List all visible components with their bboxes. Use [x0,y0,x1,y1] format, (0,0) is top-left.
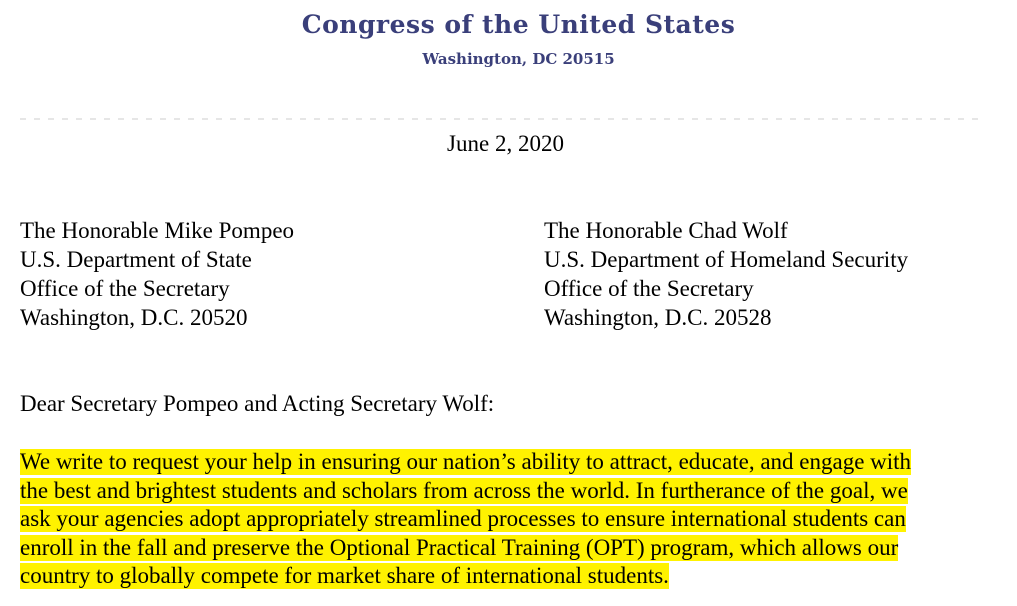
letterhead-divider [20,118,980,120]
body-line [20,562,1005,591]
recipient-city: Washington, D.C. 20528 [544,305,772,330]
body-line [20,505,1005,534]
letter-date: June 2, 2020 [447,131,564,156]
recipient-address-wolf [544,216,908,332]
recipient-address-pompeo [20,216,294,332]
recipient-office: Office of the Secretary [544,276,754,301]
salutation: Dear Secretary Pompeo and Acting Secretary Wolf: [20,391,495,416]
highlighted-text: the best and brightest students and scholars from across the world. In furtherance of the goal, we [20,477,908,503]
recipient-office: Office of the Secretary [20,276,230,301]
highlighted-text: ask your agencies adopt appropriately streamlined processes to ensure international students can [20,506,906,531]
body-line [20,534,1005,563]
highlighted-text: enroll in the fall and preserve the Optional Practical Training (OPT) program, which allows our [20,534,899,560]
recipient-city: Washington, D.C. 20520 [20,305,248,330]
letterhead-title: Congress of the United States [301,10,736,39]
recipient-department: U.S. Department of Homeland Security [544,247,909,272]
letterhead-subtitle: Washington, DC 20515 [422,50,615,68]
body-paragraph-highlighted [20,448,1005,591]
recipient-name: The Honorable Chad Wolf [544,218,788,243]
body-line [20,448,1005,477]
recipient-name: The Honorable Mike Pompeo [20,218,295,243]
body-line [20,477,1005,506]
recipient-department: U.S. Department of State [20,247,252,272]
highlighted-text: We write to request your help in ensuring our nation’s ability to attract, educate, and engage with [20,449,912,474]
highlighted-text: country to globally compete for market share of international students. [20,563,669,588]
